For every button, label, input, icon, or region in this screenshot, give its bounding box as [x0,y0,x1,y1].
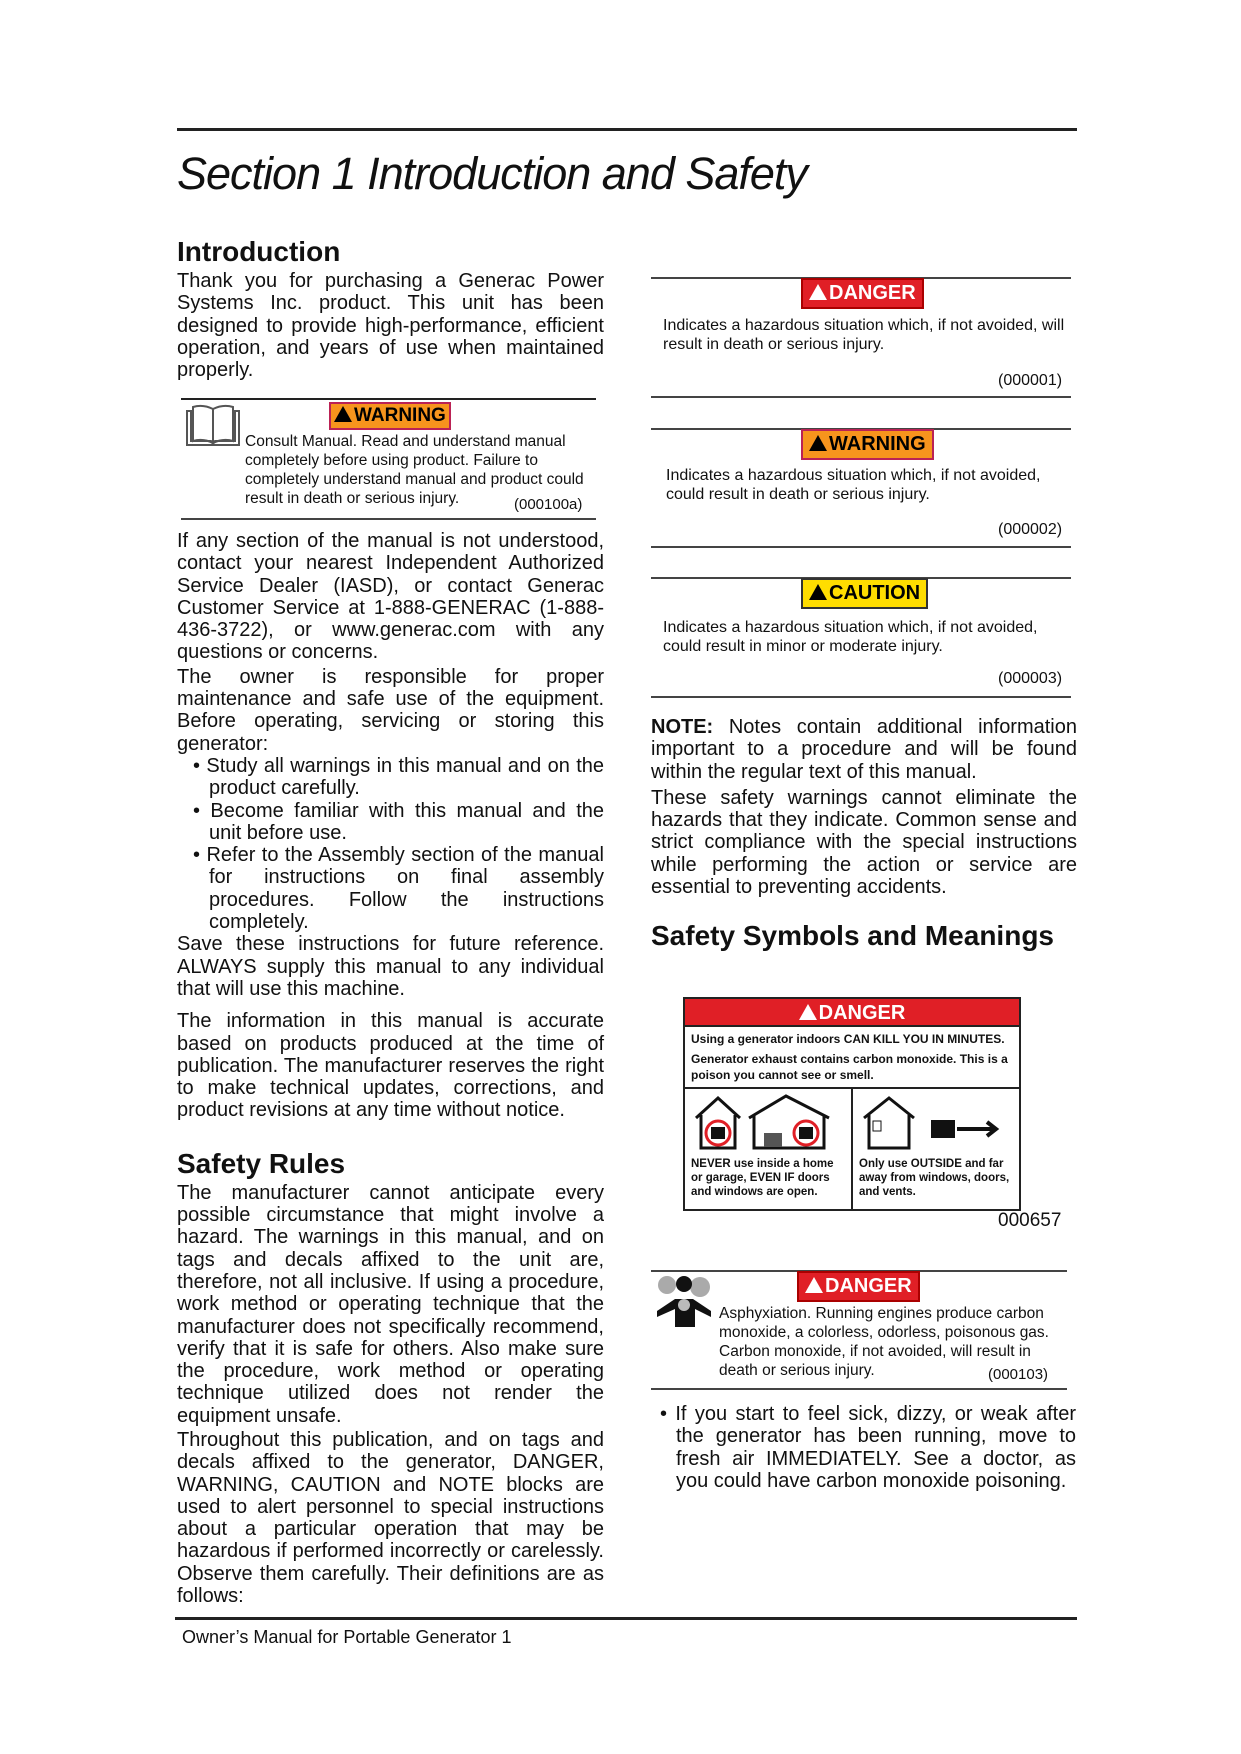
right-body [651,716,1077,954]
warning-label: WARNING [329,402,451,430]
safety-rules-heading: Safety Rules [177,1147,346,1179]
warning-def-code: (000002) [998,521,1063,538]
asphyx-danger-label: DANGER [797,1271,920,1302]
decal-pictograms [685,1089,1019,1209]
book-icon [183,403,243,448]
owner-paragraph: The owner is responsible for proper maintenance and safe use of the equipment. Before operating, servicing or storing this generator: [177,665,604,755]
top-rule [177,128,1077,131]
alert-triangle-icon [799,1004,817,1020]
footer-rule [175,1617,1077,1620]
note-paragraph [651,716,1077,783]
decal-text [685,1027,1019,1089]
asphyx-text: Asphyxiation. Running engines produce carbon monoxide, a colorless, odorless, poisonous gas. Carbon monoxide, if not avoided, will result in death or serious injury. [719,1305,1049,1379]
alert-triangle-icon [809,584,827,600]
owner-bullets [177,755,604,933]
outside-use-icon [859,1093,1009,1153]
save-paragraph: Save these instructions for future reference. ALWAYS supply this manual to any individual that will use this machine. [177,933,604,1000]
footer-text: Owner’s Manual for Portable Generator 1 [182,1627,512,1647]
warning-bottom-rule [181,518,596,520]
left-column [177,236,604,381]
bullet-item: • Study all warnings in this manual and on the product carefully. [177,755,604,800]
warning-top-rule [181,398,596,400]
alert-triangle-icon [809,284,827,300]
symbols-heading: Safety Symbols and Meanings [651,920,1054,952]
intro-heading: Introduction [177,236,341,267]
caution-definition: Indicates a hazardous situation which, if not avoided, could result in minor or moderate injury. [663,619,1038,655]
alert-triangle-icon [809,435,827,451]
info-paragraph: The information in this manual is accurate based on products produced at the time of publication. The manufacturer reserves the right to make technical updates, corrections, and product revisions at any time without notice. [177,1010,604,1122]
bullet-item: • If you start to feel sick, dizzy, or weak after the generator has been running, move to fresh air IMMEDIATELY. See a doctor, as you could have carbon monoxide poisoning. [644,1403,1076,1492]
caution-label: CAUTION [801,578,928,609]
danger-definition: Indicates a hazardous situation which, if not avoided, will result in death or serious injury. [663,317,1065,353]
warning-text: Consult Manual. Read and understand manual completely before using product. Failure to completely understand manual and product could result in death or serious injury. [245,433,584,507]
left-body [177,530,604,1607]
warning-definition: Indicates a hazardous situation which, if not avoided, could result in death or serious injury. [666,467,1041,503]
co-bullets [644,1403,1076,1492]
danger-bottom-rule [651,396,1071,398]
decal-never-cell [685,1089,851,1209]
decal-outside-caption: Only use OUTSIDE and far away from windows, doors, and vents. [859,1158,1010,1198]
danger-code: (000001) [998,372,1063,389]
caution-bottom-rule [651,696,1071,698]
definitions-paragraph: Throughout this publication, and on tags and decals affixed to the generator, DANGER, WARNING, CAUTION and NOTE blocks are used to alert personnel to special instructions about a particular operation that may be hazardous if performed incorrectly or carelessly. Observe them carefully. Their definitions are as follows: [177,1428,604,1608]
rules-paragraph: The manufacturer cannot anticipate every possible circumstance that might involve a hazard. The warnings in this manual, and on tags and decals affixed to the unit are, therefore, not all inclusive. If using a procedure, work method or operating technique that the manufacturer does not specifically recommend, verify that it is safe for others. Also make sure the procedure, work method or operating technique utilized does not render the equipment unsafe. [177,1181,604,1427]
note-label: NOTE: [651,716,714,738]
note-text: Notes contain additional information important to a procedure and will be found within the regular text of this manual. [651,716,1077,783]
alert-triangle-icon [805,1277,823,1293]
decal-code: 000657 [998,1210,1062,1231]
warning-code: (000100a) [514,496,583,513]
danger-label: DANGER [801,278,924,309]
alert-triangle-icon [334,406,352,422]
asphyx-code: (000103) [988,1366,1049,1383]
bullet-item: • Become familiar with this manual and the unit before use. [177,800,604,845]
contact-paragraph: If any section of the manual is not understood, contact your nearest Independent Authorized Service Dealer (IASD), or contact Generac Customer Service at 1-888-GENERAC (1-888-436-3722), or www.generac.com with any questions or concerns. [177,530,604,664]
asphyxiation-icon [655,1275,713,1327]
warning-def-bottom-rule [651,546,1071,548]
decal-never-caption: NEVER use inside a home or garage, EVEN IF doors and windows are open. [691,1158,834,1198]
safety-paragraph: These safety warnings cannot eliminate the hazards that they indicate. Common sense and strict compliance with the special instructions while performing the action or service are essential to preventing accidents. [651,786,1077,899]
decal-header: DANGER [685,999,1019,1027]
asphyx-bottom-rule [651,1388,1067,1390]
decal-line-1: Using a generator indoors CAN KILL YOU IN MINUTES. [691,1032,1005,1046]
co-danger-decal [683,997,1021,1211]
intro-text: Thank you for purchasing a Generac Power Systems Inc. product. This unit has been designed to provide high-performance, efficient operation, and years of use when maintained properly. [177,270,604,382]
caution-code: (000003) [998,670,1063,687]
page-title: Section 1 Introduction and Safety [177,148,807,199]
bullet-item: • Refer to the Assembly section of the manual for instructions on final assembly procedures. Follow the instructions completely. [177,844,604,933]
warning-def-label: WARNING [801,429,934,460]
decal-line-2: Generator exhaust contains carbon monoxide. This is a poison you cannot see or smell. [691,1052,1008,1082]
decal-outside-cell [851,1089,1019,1209]
no-indoor-use-icon [691,1093,841,1153]
